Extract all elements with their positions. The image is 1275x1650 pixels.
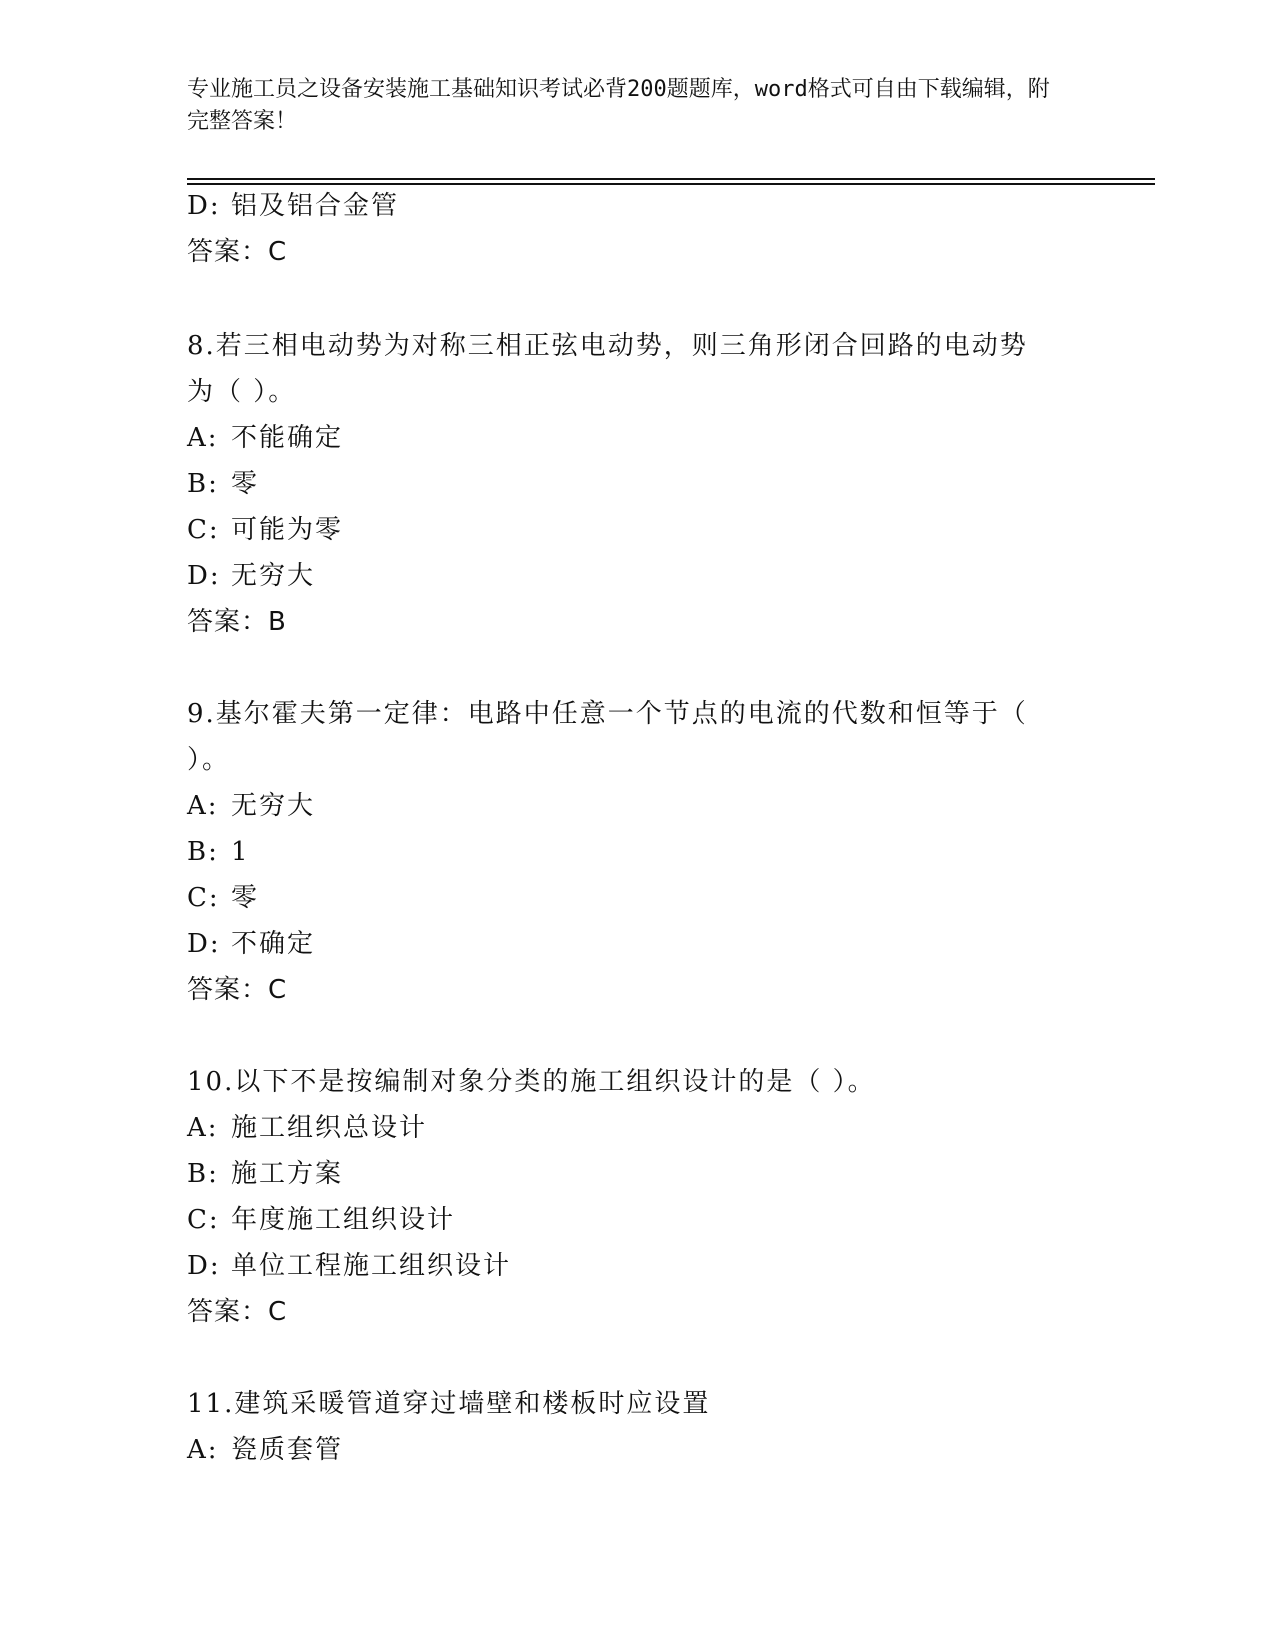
- option-text: 铝及铝合金管: [231, 191, 400, 221]
- q10-option-c: [187, 1204, 455, 1236]
- q8-option-b: [187, 468, 259, 500]
- q10-answer: 答案：C: [187, 1297, 288, 1327]
- q9-option-a: [187, 790, 315, 822]
- option-text: 零: [231, 469, 260, 499]
- document-header: 专业施工员之设备安装施工基础知识考试必背200题题库，word格式可自由下载编辑，附完整答案！: [187, 77, 1050, 134]
- option-label: A:: [187, 423, 219, 453]
- option-label: D:: [187, 191, 221, 221]
- option-label: A:: [187, 791, 219, 821]
- q9-option-d: [187, 928, 315, 960]
- option-text: 瓷质套管: [231, 1435, 344, 1465]
- option-label: D:: [187, 1251, 221, 1281]
- option-text: 1: [231, 837, 250, 867]
- q8-option-c: [187, 514, 343, 546]
- q9-stem-line1: 9.基尔霍夫第一定律：电路中任意一个节点的电流的代数和恒等于（: [187, 699, 1028, 729]
- option-text: 零: [231, 883, 260, 913]
- option-text: 施工组织总设计: [231, 1113, 428, 1143]
- option-text: 施工方案: [231, 1159, 344, 1189]
- q8-answer: 答案：B: [187, 607, 287, 637]
- q10-option-d: [187, 1250, 511, 1282]
- header-divider-top: [187, 178, 1155, 180]
- option-text: 无穷大: [231, 791, 316, 821]
- option-label: D:: [187, 929, 221, 959]
- prev-answer: 答案：C: [187, 237, 288, 267]
- option-text: 年度施工组织设计: [231, 1205, 456, 1235]
- option-label: B:: [187, 1159, 219, 1189]
- q9-stem-line2: ）。: [187, 745, 231, 775]
- option-label: B:: [187, 837, 219, 867]
- header-divider-bottom: [187, 183, 1155, 185]
- q8-stem-line1: 8.若三相电动势为对称三相正弦电动势，则三角形闭合回路的电动势: [187, 331, 1028, 361]
- q8-option-a: [187, 422, 343, 454]
- q10-option-a: [187, 1112, 427, 1144]
- option-label: B:: [187, 469, 219, 499]
- option-label: A:: [187, 1113, 219, 1143]
- option-label: C:: [187, 515, 220, 545]
- q11-option-a: [187, 1434, 343, 1466]
- q9-option-c: [187, 882, 259, 914]
- option-text: 无穷大: [231, 561, 316, 591]
- option-label: C:: [187, 883, 220, 913]
- option-label: D:: [187, 561, 221, 591]
- q11-stem-line1: 11.建筑采暖管道穿过墙壁和楼板时应设置: [187, 1389, 711, 1419]
- q8-stem-line2: 为（ ）。: [187, 377, 297, 407]
- option-text: 不确定: [231, 929, 316, 959]
- option-label: A:: [187, 1435, 219, 1465]
- q10-option-b: [187, 1158, 343, 1190]
- q9-option-b: [187, 836, 250, 868]
- option-text: 可能为零: [231, 515, 344, 545]
- option-text: 不能确定: [231, 423, 344, 453]
- prev-option-d: [187, 190, 399, 222]
- q8-option-d: [187, 560, 315, 592]
- option-label: C:: [187, 1205, 220, 1235]
- option-text: 单位工程施工组织设计: [231, 1251, 512, 1281]
- q10-stem-line1: 10.以下不是按编制对象分类的施工组织设计的是（ ）。: [187, 1067, 876, 1097]
- q9-answer: 答案：C: [187, 975, 288, 1005]
